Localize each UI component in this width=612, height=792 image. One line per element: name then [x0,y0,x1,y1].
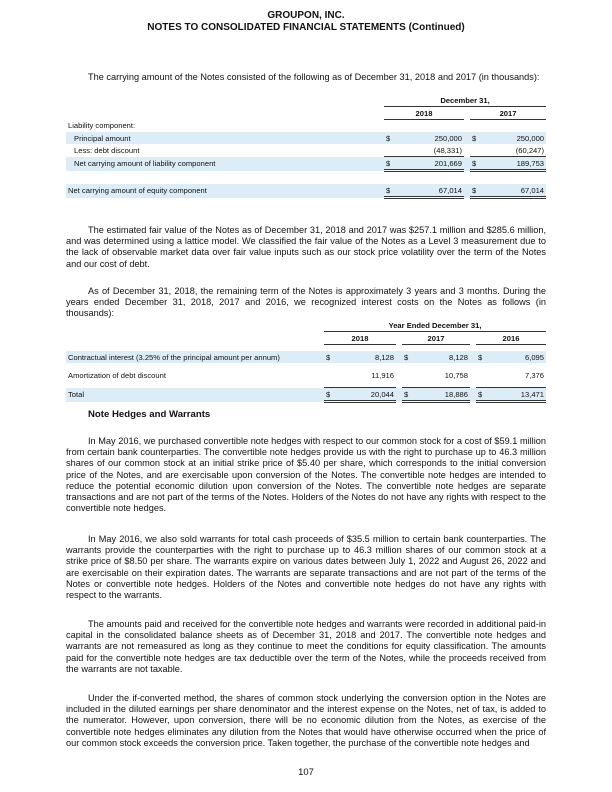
table-row [66,388,546,402]
table-row [66,369,546,381]
table-row [66,184,546,198]
year-header: 2017 [402,332,470,345]
currency-symbol: $ [402,388,414,402]
section-heading: Note Hedges and Warrants [88,409,211,420]
cell-value: 7,376 [524,370,544,380]
currency-symbol [402,369,414,381]
term-paragraph: As of December 31, 2018, the remaining term of the Notes is approximately 3 years and 3 months. During the years ended December 31, 2018, 2017 and 2016, we recognized interest costs on the Notes as follows (in thousands): [66,286,546,319]
table-header-row [66,319,546,332]
currency-symbol: $ [470,132,482,144]
table-header-row [66,94,546,107]
cell-value: 6,095 [488,351,546,363]
cell-value: 8,128 [414,351,470,363]
row-label: Principal amount [66,132,384,144]
cell-value: (48,331) [433,145,462,155]
currency-symbol [476,369,488,381]
year-header: 2016 [476,332,546,345]
currency-symbol: $ [324,388,336,402]
currency-symbol [384,144,396,157]
carrying-amount-table [66,94,546,199]
company-name: GROUPON, INC. [267,10,345,21]
interest-costs-table [66,319,546,403]
page-subtitle: NOTES TO CONSOLIDATED FINANCIAL STATEMENTS (Continued) [147,22,465,33]
row-label: Less: debt discount [74,145,140,155]
row-label: Total [66,388,324,402]
currency-symbol: $ [384,184,396,198]
table-row [66,144,546,157]
amounts-paragraph: The amounts paid and received for the convertible note hedges and warrants were recorded in additional paid-in capital in the consolidated balance sheets as of December 31, 2018 and 2017. The convertible note hedges and warrants are not remeasured as long as they continue to meet the conditions for equity classification. The amounts paid for the convertible note hedges are tax deductible over the term of the Notes, while the proceeds received from the warrants are not taxable. [66,619,546,674]
table-years-row [66,107,546,120]
currency-symbol: $ [470,157,482,171]
cell-value: 201,669 [396,157,464,171]
section-label: Liability component: [68,121,136,131]
currency-symbol: $ [384,132,396,144]
cell-value: 18,886 [414,388,470,402]
cell-value: 250,000 [396,132,464,144]
row-label: Net carrying amount of liability component [66,157,384,171]
year-header: 2018 [324,332,396,345]
intro-paragraph: The carrying amount of the Notes consisted of the following as of December 31, 2018 and 2017 (in thousands): [88,72,540,82]
span-header: Year Ended December 31, [324,319,546,332]
year-header: 2017 [470,107,546,120]
table-row [66,351,546,363]
currency-symbol: $ [402,351,414,363]
currency-symbol: $ [324,351,336,363]
cell-value: (60,247) [515,145,545,155]
cell-value: 250,000 [482,132,546,144]
currency-symbol: $ [476,388,488,402]
page-number: 107 [298,766,314,777]
table-years-row [66,332,546,345]
fair-value-paragraph: The estimated fair value of the Notes as of December 31, 2018 and 2017 was $257.1 million and $285.6 million, and was determined using a lattice model. We classified the fair value of the Notes as a Level 3 measurement due to the lack of observable market data over fair value inputs such as our stock price volatility over the term of the Notes and our cost of debt. [66,225,546,269]
currency-symbol: $ [470,184,482,198]
currency-symbol [470,144,482,157]
row-label: Contractual interest (3.25% of the principal amount per annum) [66,351,324,363]
table-row [66,157,546,171]
table-row [66,132,546,144]
cell-value: 189,753 [482,157,546,171]
cell-value: 10,758 [444,370,468,380]
if-converted-paragraph: Under the if-converted method, the shares of common stock underlying the conversion option in the Notes are included in the diluted earnings per share denominator and the interest expense on the Notes, net of tax, is added to the numerator. However, upon conversion, there will be no economic dilution from the Notes, as exercise of the convertible note hedges eliminates any dilution from the Notes that would have otherwise occurred when the price of our common stock exceeds the conversion price. Taken together, the purchase of the convertible note hedges and [66,693,546,748]
currency-symbol [324,369,336,381]
cell-value: 67,014 [396,184,464,198]
row-label: Net carrying amount of equity component [66,184,384,198]
cell-value: 20,044 [336,388,396,402]
section-label-row [66,120,546,133]
cell-value: 13,471 [488,388,546,402]
warrants-paragraph: In May 2016, we also sold warrants for total cash proceeds of $35.5 million to certain bank counterparties. The warrants provide the counterparties with the right to purchase up to 46.3 million shares of our common stock at a strike price of $8.50 per share. The warrants expire on various dates between July 1, 2022 and August 26, 2022 and are exercisable on their expiration dates. The warrants are separate transactions and are not part of the terms of the Notes or convertible note hedges. Holders of the Notes and convertible note hedges do not have any rights with respect to the warrants. [66,534,546,601]
cell-value: 8,128 [336,351,396,363]
span-header: December 31, [384,94,546,107]
currency-symbol: $ [476,351,488,363]
hedges-paragraph: In May 2016, we purchased convertible note hedges with respect to our common stock for a cost of $59.1 million from certain bank counterparties. The convertible note hedges provide us with the right to purchase up to 46.3 million shares of our common stock at an initial strike price of $5.40 per share, which corresponds to the initial conversion price of the Notes, and are exercisable upon conversion of the Notes. The convertible note hedges are intended to reduce the potential economic dilution upon conversion of the Notes. The convertible note hedges are separate transactions and are not part of the terms of the Notes. Holders of the Notes do not have any rights with respect to the convertible note hedges. [66,436,546,514]
row-label: Amortization of debt discount [68,370,166,380]
cell-value: 67,014 [482,184,546,198]
year-header: 2018 [384,107,464,120]
currency-symbol: $ [384,157,396,171]
cell-value: 11,916 [371,370,394,380]
